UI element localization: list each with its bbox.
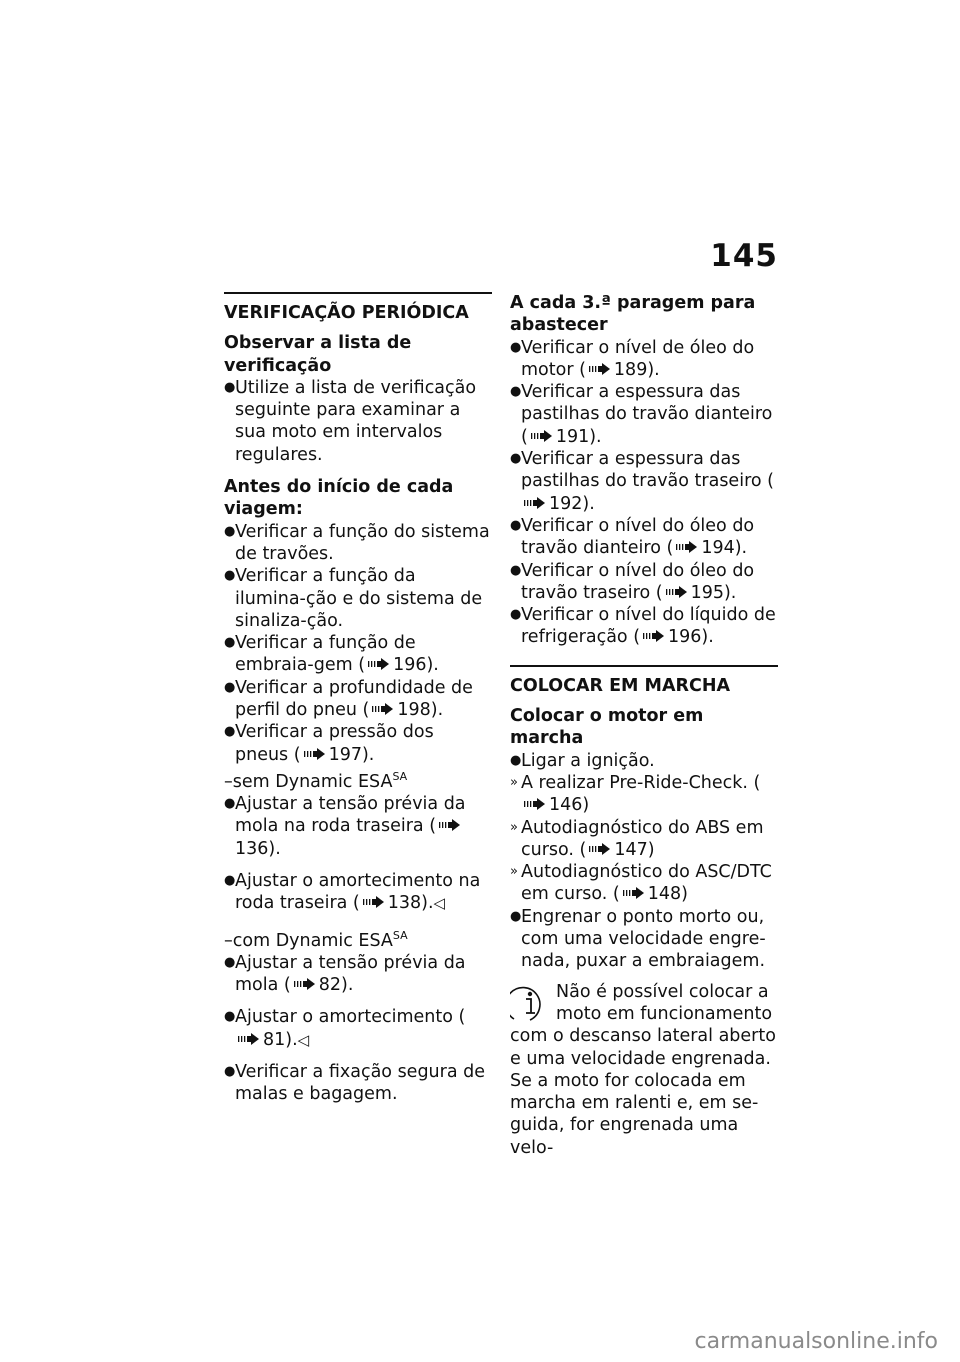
bullet-icon: ● (510, 908, 522, 924)
list-item: ● Verificar a espessura das pastilhas do travão dianteiro ( 191). (510, 382, 773, 447)
dash-icon: – (224, 771, 233, 792)
page-reference[interactable]: 136). (235, 838, 281, 859)
page-reference[interactable]: 148) (647, 884, 688, 905)
page-number: 145 (710, 238, 778, 274)
list-item: ● Ligar a ignição. (510, 750, 655, 771)
section-title-verificacao: VERIFICAÇÃO PERIÓDICA (224, 303, 469, 323)
page-reference[interactable]: 138). (387, 893, 434, 914)
list-item: ● Engrenar o ponto morto ou, com uma velocidade engre-nada, puxar a embraiagem. (510, 906, 766, 972)
bullet-icon: ● (510, 339, 522, 355)
info-note (510, 981, 778, 1159)
page-reference[interactable]: 194). (701, 538, 748, 559)
page-reference[interactable]: 146) (549, 795, 590, 816)
subheading-checklist: Observar a lista de verificação (224, 333, 412, 376)
list-item: ● Verificar o nível do óleo do travão traseiro ( 195). (510, 560, 755, 603)
subheading-before-trip: Antes do início de cada viagem: (224, 477, 454, 520)
reference-arrow-icon (439, 819, 461, 831)
result-icon: » (510, 819, 518, 835)
bullet-icon: ● (510, 451, 522, 467)
list-item: ● Verificar a fixação segura de malas e bagagem. (224, 1061, 486, 1105)
bullet-icon: ● (224, 796, 236, 812)
list-item: ● Verificar a função da ilumina-ção e do sistema de sinaliza-ção. (224, 566, 483, 631)
reference-arrow-icon (294, 978, 316, 990)
section-title-colocar: COLOCAR EM MARCHA (510, 675, 731, 696)
page-reference[interactable]: 198). (397, 700, 444, 721)
page-reference[interactable]: 196). (393, 655, 439, 676)
condition-without-esa: –sem Dynamic $ESA^{SA}$ (224, 769, 408, 792)
section-rule (510, 665, 778, 667)
reference-arrow-icon (676, 541, 698, 553)
list-item: ● Verificar a espessura das pastilhas do travão traseiro ( 192). (510, 449, 774, 514)
bullet-icon: ● (224, 1009, 236, 1025)
reference-arrow-icon (238, 1033, 260, 1045)
bullet-icon: ● (224, 523, 236, 539)
page-reference[interactable]: 195). (690, 582, 737, 603)
reference-arrow-icon (368, 658, 390, 670)
reference-arrow-icon (524, 798, 546, 810)
result-icon: » (510, 864, 518, 880)
page-reference[interactable]: 82). (318, 974, 354, 995)
left-column (224, 292, 492, 1105)
reference-arrow-icon (304, 748, 326, 760)
list-item: ● Verificar a função de embraia-gem ( 196). (224, 633, 439, 676)
bullet-icon: ● (224, 568, 236, 584)
reference-arrow-icon (531, 430, 553, 442)
reference-arrow-icon (363, 896, 385, 908)
bullet-icon: ● (224, 379, 236, 395)
result-icon: » (510, 774, 518, 790)
reference-arrow-icon (643, 630, 665, 642)
list-item: ● Verificar o nível do óleo do travão dianteiro ( 194). (510, 515, 755, 559)
section-rule (224, 292, 492, 294)
result-item: » Autodiagnóstico do ABS em curso. ( 147) (510, 817, 764, 860)
dash-icon: – (224, 930, 233, 951)
page-reference[interactable]: 189). (613, 359, 660, 380)
bullet-icon: ● (224, 1063, 236, 1079)
bullet-icon: ● (224, 679, 236, 695)
list-item: ● Verificar a função do sistema de travões. (224, 521, 490, 564)
page-reference[interactable]: 81). (263, 1029, 298, 1050)
list-item: ● Utilize a lista de verificação seguinte para examinar a sua moto em intervalos regulares. (224, 377, 477, 465)
list-item: ● Verificar a pressão dos pneus ( 197). (224, 722, 434, 765)
reference-arrow-icon (589, 363, 611, 375)
subheading-start-engine: Colocar o motor em marcha (510, 706, 704, 749)
page-reference[interactable]: 191). (555, 426, 602, 447)
bullet-icon: ● (510, 752, 522, 768)
reference-arrow-icon (666, 586, 688, 598)
list-item: ● Ajustar o amortecimento ( 81).◁ (224, 1007, 466, 1050)
list-item: ● Verificar a profundidade de perfil do pneu ( 198). (224, 677, 473, 721)
reference-arrow-icon (372, 703, 394, 715)
bullet-icon: ● (510, 562, 522, 578)
reference-arrow-icon (623, 887, 645, 899)
reference-arrow-icon (524, 497, 546, 509)
right-column (510, 292, 778, 1159)
subheading-refuel: A cada 3.ª paragem para abastecer (510, 293, 756, 336)
bullet-icon: ● (510, 607, 522, 623)
info-icon (510, 983, 550, 1023)
list-item: ● Ajustar o amortecimento na roda traseira ( 138).◁ (224, 870, 481, 914)
end-mark-icon: ◁ (297, 1030, 310, 1049)
bullet-icon: ● (224, 954, 236, 970)
reference-arrow-icon (589, 843, 611, 855)
condition-with-esa: –com Dynamic $ESA^{SA}$ (224, 928, 408, 951)
page-reference[interactable]: 147) (614, 839, 655, 860)
bullet-icon: ● (224, 724, 236, 740)
page-reference[interactable]: 196). (668, 627, 714, 648)
list-item: ● Ajustar a tensão prévia da mola ( 82). (224, 952, 466, 995)
result-item: » A realizar Pre-Ride-Check. ( 146) (510, 772, 761, 816)
end-mark-icon: ◁ (433, 894, 446, 913)
page-reference[interactable]: 197). (328, 744, 375, 765)
note-text: Não é possível colocar a moto em funcionamento com o descanso lateral aberto e uma velocidade engrenada. Se a moto for colocada em marcha em ralenti e, em se-guida, for engrenada uma velo- (510, 981, 776, 1158)
bullet-icon: ● (224, 635, 236, 651)
watermark: carmanualsonline.info (694, 1329, 938, 1354)
bullet-icon: ● (224, 872, 236, 888)
result-item: » Autodiagnóstico do ASC/DTC em curso. ( 148) (510, 862, 772, 905)
list-item: ● Ajustar a tensão prévia da mola na roda traseira ( 136). (224, 794, 466, 859)
bullet-icon: ● (510, 517, 522, 533)
list-item: ● Verificar o nível do líquido de refrigeração ( 196). (510, 605, 776, 648)
bullet-icon: ● (510, 384, 522, 400)
list-item: ● Verificar o nível de óleo do motor ( 189). (510, 337, 755, 380)
page-reference[interactable]: 192). (549, 493, 595, 514)
